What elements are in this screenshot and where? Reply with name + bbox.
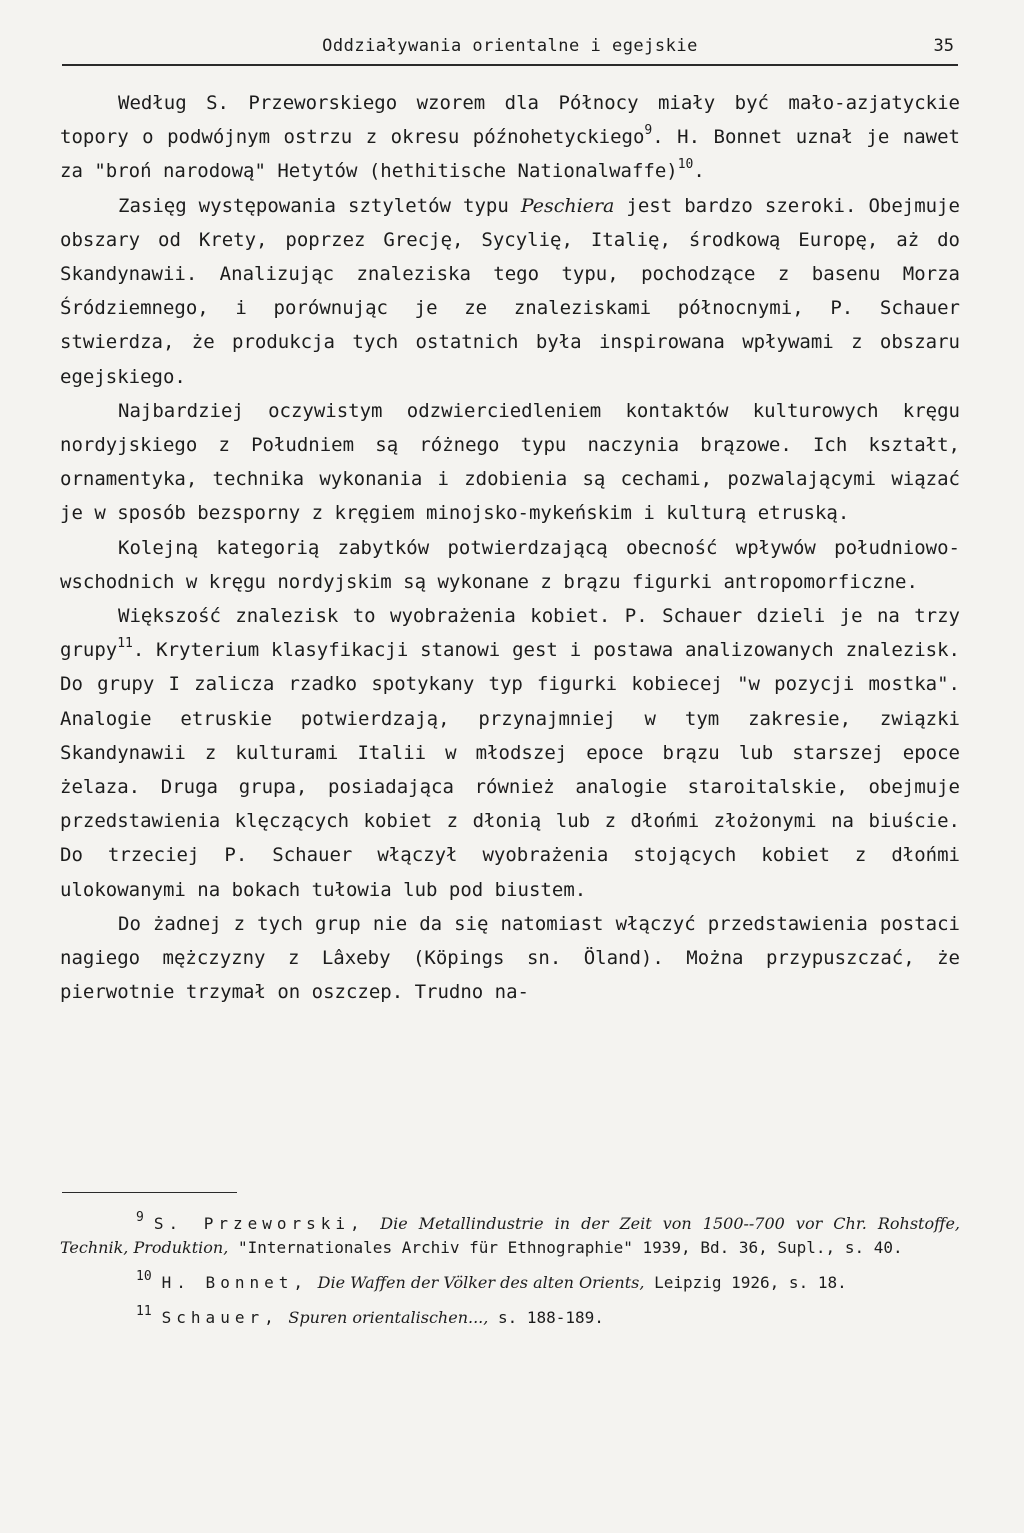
- paragraph-1-text-a: Według S. Przeworskiego wzorem dla Północy miały być mało-azjatyckie topory o podwójnym ostrzu z okresu późnohetyckiego: [60, 92, 960, 149]
- footnote-ref-10: 10: [677, 157, 694, 173]
- paragraph-5: [60, 599, 960, 907]
- footnote-ref-9: 9: [644, 123, 653, 139]
- paragraph-5-text-a: Większość znalezisk to wyobrażenia kobiet. P. Schauer dzieli je na trzy grupy: [60, 605, 960, 662]
- footnote-title: Die Metallindustrie in der Zeit von 1500--700 vor Chr. Rohstoffe, Technik, Produktion,: [60, 1214, 960, 1257]
- footnotes: [60, 1206, 960, 1335]
- footnote-number: 11: [136, 1304, 152, 1319]
- footnote-rest: "Internationales Archiv für Ethnographie" 1939, Bd. 36, Supl., s. 40.: [228, 1238, 903, 1257]
- paragraph-1-text-b: . H. Bonnet uznał je nawet za "broń narodową" Hetytów (hethitische Nationalwaffe): [60, 126, 960, 183]
- paragraph-3: Najbardziej oczywistym odzwierciedleniem kontaktów kulturowych kręgu nordyjskiego z Południem są różnego typu naczynia brązowe. Ich kształt, ornamentyka, technika wykonania i zdobienia są cechami, pozwalającymi wiązać je w sposób bezsporny z kręgiem minojsko-mykeńskim i kulturą etruską.: [60, 399, 960, 525]
- footnote-author: S. Przeworski,: [153, 1214, 365, 1233]
- paragraph-1-text-c: .: [693, 160, 705, 183]
- footnote-author: Schauer,: [161, 1308, 279, 1327]
- footnote-title: Die Waffen der Völker des alten Orients,: [317, 1273, 645, 1292]
- footnote-9: [60, 1206, 960, 1260]
- page-number: 35: [933, 36, 954, 56]
- footnote-11: [60, 1300, 960, 1330]
- paragraph-1: [60, 86, 960, 189]
- main-text: [60, 86, 960, 1009]
- footnote-10: [60, 1265, 960, 1295]
- paragraph-4: Kolejną kategorią zabytków potwierdzającą obecność wpływów południowo-wschodnich w kręgu nordyjskim są wykonane z brązu figurki antropomorficzne.: [60, 536, 960, 593]
- paragraph-6: Do żadnej z tych grup nie da się natomiast włączyć przedstawienia postaci nagiego mężczyzny z Lâxeby (Köpings sn. Öland). Można przypuszczać, że pierwotnie trzymał on oszczep. Trudno na-: [60, 912, 960, 1004]
- peschiera-term: Peschiera: [520, 194, 615, 217]
- footnote-rest: s. 188-189.: [488, 1308, 604, 1327]
- running-title: Oddziaływania orientalne i egejskie: [322, 36, 698, 56]
- paragraph-2: [60, 189, 960, 394]
- paragraph-2-text-a: Zasięg występowania sztyletów typu: [118, 194, 521, 217]
- footnote-title: Spuren orientalischen...,: [288, 1308, 489, 1327]
- footnote-number: 10: [136, 1269, 152, 1284]
- running-header: [62, 34, 958, 66]
- footnote-separator: [62, 1192, 237, 1193]
- paragraph-2-text-b: jest bardzo szeroki. Obejmuje obszary od Krety, poprzez Grecję, Sycylię, Italię, środkową Europę, aż do Skandynawii. Analizując znaleziska tego typu, pochodzące z basenu Morza Śródziemnego, i porównując je ze znaleziskami północnymi, P. Schauer stwierdza, że produkcja tych ostatnich była inspirowana wpływami z obszaru egejskiego.: [60, 194, 960, 388]
- footnote-author: H. Bonnet,: [161, 1273, 308, 1292]
- footnote-number: 9: [136, 1210, 144, 1225]
- footnote-ref-11: 11: [117, 636, 133, 652]
- footnote-rest: Leipzig 1926, s. 18.: [644, 1273, 847, 1292]
- paragraph-5-text-b: . Kryterium klasyfikacji stanowi gest i postawa analizowanych znalezisk. Do grupy I zalicza rzadko spotykany typ figurki kobiecej "w pozycji mostka". Analogie etruskie potwierdzają, przynajmniej w tym zakresie, związki Skandynawii z kulturami Italii w młodszej epoce brązu lub starszej epoce żelaza. Druga grupa, posiadająca również analogie staroitalskie, obejmuje przedstawienia klęczących kobiet z dłonią lub z dłońmi złożonymi na biuście. Do trzeciej P. Schauer włączył wyobrażenia stojących kobiet z dłońmi ulokowanymi na bokach tułowia lub pod biustem.: [60, 639, 960, 901]
